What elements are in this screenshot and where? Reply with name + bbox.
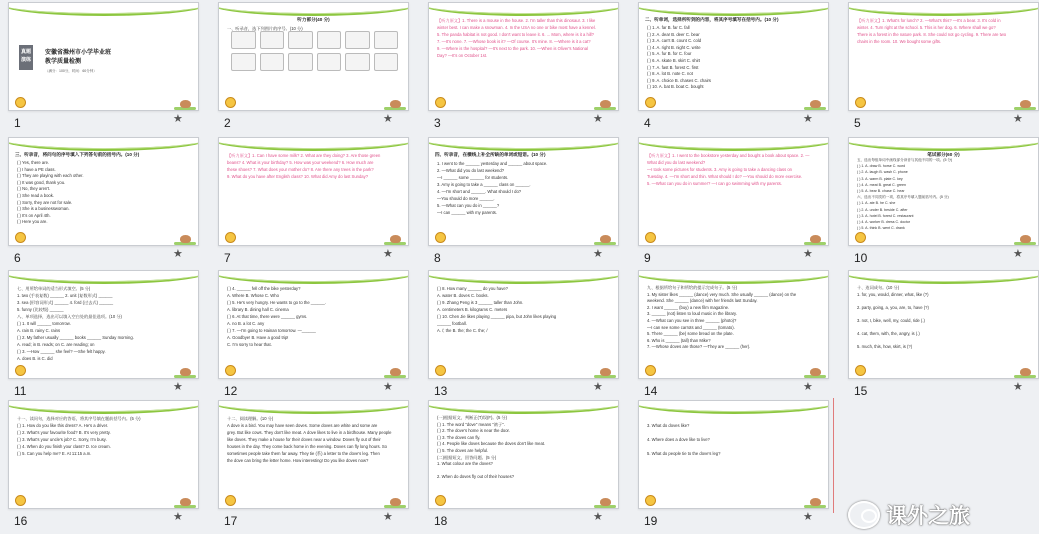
slide-number: 14 [644, 384, 658, 398]
slide-text-line: 3. not, I, bike, well, my, could, ride (.) [857, 317, 925, 323]
mascot-icon [645, 495, 656, 506]
animal-icon [1020, 235, 1031, 243]
slide-text-line: 7. —It's none. 7. —Whose book is it? —Of course. It's mine. 8. —Where is it a cat? [437, 39, 591, 44]
picture-options [231, 31, 398, 71]
slide-text-line: ( ) 2. A. dear B. deer C. bear [647, 31, 700, 37]
slide-text-line: ( ) 1. The word "dove" means "鸽子". [437, 421, 505, 427]
slide-text-line: ( ) 1. How do you like this dress? A. He's a driver. [17, 423, 109, 428]
slide-body [17, 285, 190, 362]
slide-thumbnail-10[interactable] [841, 136, 1039, 266]
slide-text-line: Day? —It's on October 1st. [437, 53, 488, 58]
slide-preview[interactable] [218, 400, 409, 509]
slide-number: 10 [854, 251, 868, 265]
slide-number: 5 [854, 116, 861, 130]
slide-text-line: ( ) She read a book. [17, 192, 55, 198]
slide-preview[interactable] [218, 2, 409, 111]
slide-thumbnail-17[interactable] [211, 399, 416, 529]
slide-text-line: 五、选出每组单词中画线部分读音与其他不同的一项。(5 分) [857, 158, 953, 162]
slide-number: 19 [644, 514, 658, 528]
slide-text-line [857, 311, 1030, 318]
slide-thumbnail-19[interactable] [631, 399, 836, 529]
picture-option-icon [374, 31, 399, 49]
slide-text-line: ( ) 1. It will ______ tomorrow. [17, 321, 71, 326]
slide-number: 4 [644, 116, 651, 130]
slide-text-line: sometimes people take them far away. They tie (系) a letter to the dove's leg. Then [227, 451, 380, 456]
slide-text-line: 4. Where does a dove like to live? [647, 437, 710, 442]
slide-text-line: these shoes? 7. What does your mother do? 8. Are there any trees in the park? [227, 167, 374, 172]
slide-text-line: 【听力原文】1. Can I have some milk? 2. What are they doing? 3. Are those green [227, 153, 381, 158]
mascot-icon [225, 365, 236, 376]
slide-text-line: ( ) 1. A. far B. far C. fall [647, 25, 690, 30]
slide-text-line: beans? 4. What is your birthday? 5. How was your weekend? 6. How much are [227, 160, 374, 165]
slide-thumbnail-2[interactable] [211, 1, 416, 131]
slide-text-line: ( ) 2. The dove's home is near the door. [437, 428, 510, 434]
slide-text-line: ( ) 3. —How ______ she feel? —She felt happy. [17, 349, 106, 354]
slide-text-line: ( ) 6. At that time, there were ______ gyms. [227, 314, 308, 319]
slide-number: 11 [14, 384, 27, 398]
picture-option-icon [345, 31, 370, 49]
slide-heading: 四、听录音，在横线上补全所缺的单词或短语。(10 分) [435, 152, 546, 157]
slide-text-line: ( ) 3. A. warm B. plate C. key [857, 176, 903, 181]
slide-text-line [437, 468, 610, 475]
slide-text-line: 【听力原文】1. I went to the bookstore yesterday and bought a book about space. 2. — [647, 153, 810, 158]
picture-option-icon [317, 53, 342, 71]
slide-preview[interactable] [638, 2, 829, 111]
slide-text-line: ( ) 3. The doves can fly. [437, 434, 481, 440]
slide-text-line: 5. much, this, how, skirt, is (?) [857, 344, 913, 350]
animal-icon [390, 368, 401, 376]
slide-text-line: ( ) 3. A. can't B. count C. cold [647, 38, 702, 44]
slide-text-line: 5. What do people tie to the dove's leg? [647, 451, 721, 456]
slide-text-line: like doves. They make a house for their doves near a window. Doves fly out of their [227, 437, 381, 442]
slide-number: 13 [434, 384, 448, 398]
slide-text-line: ( ) 1. A. ate B. he C. she [857, 201, 896, 206]
animal-icon [810, 235, 821, 243]
slide-text-line: 5. funny (比较级) ______ [17, 307, 64, 312]
slide-text-line: ( ) Sorry, they are not for sale. [17, 199, 73, 205]
slide-text-line: 7. —Whose doves are those? —They are ______ (her). [647, 344, 751, 350]
picture-option-icon [288, 53, 313, 71]
slide-text-line: 一、听录音，选下列图片的序号。(10 分) [227, 26, 303, 31]
slide-text-line: A dove is a bird. You may have seen doves. Some doves are white and some are [227, 423, 378, 428]
animation-star-icon[interactable]: ★ [173, 511, 183, 523]
slide-body [647, 152, 820, 187]
title-badge: 真题演练 [19, 45, 33, 70]
slide-text-line: ( ) It's on April 4th. [17, 212, 51, 218]
slide-body [437, 415, 610, 481]
animation-star-icon[interactable]: ★ [803, 248, 813, 260]
slide-number: 9 [644, 251, 651, 265]
slide-text-line: 十二、阅读理解。(10 分) [227, 416, 274, 421]
animation-star-icon[interactable]: ★ [803, 381, 813, 393]
slide-text-line: ( ) 7. A. fast B. forest C. first [647, 64, 699, 70]
mascot-icon [225, 232, 236, 243]
slide-text-line: A. water B. doves C. books. [437, 293, 489, 298]
slide-preview[interactable] [638, 400, 829, 509]
slide-text-line: ( ) Here you are. [17, 219, 48, 225]
slide-text-line: ( ) 7. —I'm going to Hainan tomorrow. —______ [227, 328, 316, 333]
slide-thumbnail-9[interactable] [631, 136, 836, 266]
slide-text-line: 6. Who is ______ (tall) than Mike? [647, 337, 711, 343]
slide-text-line: (二)根据短文，回答问题。(5 分) [437, 454, 497, 460]
slide-thumbnail-16[interactable] [1, 399, 206, 529]
slide-text-line: A. rain B. rainy C. rains [17, 328, 61, 333]
slide-text-line: A. library B. dining hall C. cinema [227, 307, 289, 312]
slide-text-line [647, 443, 820, 450]
animal-icon [810, 100, 821, 108]
slide-thumbnail-12[interactable] [211, 269, 416, 399]
animation-star-icon[interactable]: ★ [593, 381, 603, 393]
animal-icon [600, 100, 611, 108]
slide-text-line: weekend. She ______ (dance) with her friends last Sunday. [647, 298, 758, 304]
animal-icon [600, 498, 611, 506]
slide-text-line [857, 338, 1030, 345]
slide-text-line: 3. ______ (not) listen to loud music in the library. [647, 311, 738, 317]
mascot-icon [435, 97, 446, 108]
slide-text-line: A. Where B. Whose C. Who [227, 293, 279, 298]
animal-icon [1020, 100, 1031, 108]
slide-text-line: 六、选出不同类的一项，将其序号填入题前括号内。(5 分) [857, 195, 949, 200]
animal-icon [810, 498, 821, 506]
slide-text-line: ( ) 1. A. draw B. horse C. word [857, 164, 906, 169]
mascot-icon [225, 97, 236, 108]
mascot-icon [15, 97, 26, 108]
watermark-text: 课外之旅 [886, 505, 970, 528]
slide-text-line: ( ) 4. People like doves because the doves don't like meat. [437, 441, 546, 447]
slide-text-line: ( ) 2. A. under B. beside C. after [857, 207, 908, 212]
slide-text-line: 七、用所给单词的适当形式填空。(5 分) [17, 286, 91, 291]
slide-text-line: A. does B. is C. did [17, 356, 53, 361]
slide-text-line: ( ) 2. My father usually ______ books ______ Sunday morning. [17, 335, 134, 340]
picture-option-icon [231, 31, 256, 49]
slide-text-line: ( ) 6. A. skate B. skirt C. shirt [647, 57, 701, 63]
insertion-marker [833, 398, 834, 513]
slide-preview[interactable] [8, 270, 199, 379]
animation-star-icon[interactable]: ★ [383, 381, 393, 393]
slide-text-line: 十一、读问句，选择对应的答语，将其序号填在题前括号内。(5 分) [17, 416, 141, 421]
slide-text-line: ( ) 4. A. right B. night C. write [647, 44, 701, 50]
slide-text-line: 3. sea (形容词形式) ______ 4. ford (过去式) ______ [17, 300, 114, 305]
slide-text-line: 2. —What did you do last weekend? [437, 168, 505, 173]
slide-text-line: —I took some pictures for students. 3. Amy is going to take a dancing class on [647, 167, 793, 172]
slide-text-line: What did you do last weekend? [647, 160, 706, 165]
mascot-icon [645, 232, 656, 243]
mascot-icon [435, 495, 446, 506]
picture-option-icon [260, 53, 285, 71]
slide-text-line: (一)根据短文，判断正(T)误(F)。(5 分) [437, 415, 508, 420]
slide-preview[interactable] [218, 137, 409, 246]
slide-body [857, 285, 1030, 351]
animal-icon [180, 498, 191, 506]
slide-text-line [857, 298, 1030, 305]
slide-preview[interactable] [428, 270, 619, 379]
slide-text-line [857, 325, 1030, 332]
slide-text-line: 4. —What can you see in three ______ (photo)? [647, 317, 737, 323]
slide-text-line: There is a forest in the nature park. 8. She could not go cycling. 9. There are two [857, 32, 1007, 37]
slide-text-line: ( ) She is a businesswoman. [17, 206, 70, 212]
animal-icon [390, 100, 401, 108]
slide-heading: 二、听单词，选择所听到的内容，将其序号填写在括号内。(10 分) [645, 17, 779, 22]
mascot-icon [225, 495, 236, 506]
slide-text-line: ( ) 5. A. bear B. chase C. hear [857, 188, 905, 193]
animal-icon [600, 368, 611, 376]
slide-number: 6 [14, 251, 21, 265]
slide-body [857, 17, 1030, 45]
slide-text-line: A. /; the B. the; the C. the; / [437, 328, 488, 333]
slide-number: 3 [434, 116, 441, 130]
animation-star-icon[interactable]: ★ [1013, 381, 1023, 393]
mascot-icon [855, 232, 866, 243]
slide-text-line: ( ) 4. A. meat B. great C. green [857, 182, 906, 187]
slide-text-line: A. Goodbye! B. Have a good trip! [227, 335, 289, 340]
picture-option-icon [345, 53, 370, 71]
slide-text-line: 1. What colour are the doves? [437, 461, 493, 467]
slide-text-line: ( ) 2. What's your favourite food? B. It's very pretty. [17, 430, 111, 435]
slide-text-line: houses in the day. They come back home in the evening. Doves can fly long hours. So [227, 444, 387, 449]
slide-body [857, 157, 1030, 231]
mascot-icon [15, 495, 26, 506]
animal-icon [180, 368, 191, 376]
slide-text-line: ( ) 2. A. laugh B. wash C. phone [857, 170, 908, 175]
slide-body [437, 285, 610, 334]
slide-text-line: ( ) 8. How many ______ do you have? [437, 286, 508, 291]
slide-text-line: 1. for, you, would, dinner, what, like (?) [857, 291, 929, 297]
picture-option-icon [288, 31, 313, 49]
slide-title-line: 教学质量检测 [45, 59, 82, 65]
slide-text-line: 1. I went to the ______ yesterday and ______ about space. [437, 161, 548, 166]
slide-body [227, 415, 400, 464]
animal-icon [1020, 368, 1031, 376]
slide-text-line: 八、单项选择，选出可以填入空白处的最佳选项。(10 分) [17, 314, 122, 319]
slide-text-line: ( ) 5. The doves are helpful. [437, 447, 489, 453]
mascot-icon [435, 365, 446, 376]
slide-preview[interactable] [638, 270, 829, 379]
animal-icon [810, 368, 821, 376]
mascot-icon [15, 365, 26, 376]
animation-star-icon[interactable]: ★ [173, 381, 183, 393]
slide-text-line: —I ______ some ______ for students. [437, 175, 509, 180]
slide-text-line: ( ) It was good, thank you. [17, 179, 66, 185]
slide-body [437, 17, 610, 59]
slide-text-line: 5. —What can you do in summer? —I can go swimming with my parents. [647, 181, 782, 186]
animation-star-icon[interactable]: ★ [593, 248, 603, 260]
slide-thumbnail-7[interactable] [211, 136, 416, 266]
slide-text-line: winter. 4. Turn right at the school. 5. This is her dog. 6. Where shall we go? [857, 25, 996, 30]
slide-text-line: 1. two (手表复数) ______ 2. unit (复数形式) ______ [17, 293, 113, 298]
slide-text-line: ( ) 9. A. choice B. chases C. chairs [647, 77, 712, 83]
slide-preview[interactable] [848, 137, 1039, 246]
slide-text-line [647, 415, 820, 422]
slide-thumbnail-3[interactable] [421, 1, 626, 131]
slide-text-line: the dove can bring the letter home. How interesting! Do you like doves now? [227, 458, 369, 463]
slide-text-line: ( ) 10. Chen Jie likes playing ______ pipa, but John likes playing [437, 314, 557, 319]
slide-thumbnail-6[interactable] [1, 136, 206, 266]
picture-option-icon [317, 31, 342, 49]
slide-preview[interactable] [8, 2, 199, 111]
slide-text-line: ( ) 5. He's very hungry. He wants to go to the ______. [227, 300, 326, 305]
animation-star-icon[interactable]: ★ [803, 511, 813, 523]
slide-text-line: Tuesday. 4. —I'm short and thin. What should I do? —You should do more exercise. [647, 174, 803, 179]
slide-text-line: C. I'm sorry to hear that. [227, 342, 272, 347]
slide-text-line: 5. The panda habitat is not good. I don't want to leave it. 6. ... Mom, where is it a hill? [437, 32, 594, 37]
slide-text-line: 1. My sister likes ______ (dance) very much. She usually ______ (dance) on the [647, 291, 797, 297]
slide-text-line: ( ) They are playing with each other. [17, 173, 84, 179]
slide-body [227, 285, 400, 348]
slide-text-line [647, 429, 820, 436]
slide-text-line: ( ) I have a PE class. [17, 166, 56, 172]
picture-option-icon [260, 31, 285, 49]
slide-thumbnail-15[interactable] [841, 269, 1039, 399]
animal-icon [390, 235, 401, 243]
slide-text-line: ( ) Yes, there are. [17, 160, 50, 165]
slide-thumbnail-11[interactable] [1, 269, 206, 399]
mascot-icon [15, 232, 26, 243]
slide-number: 18 [434, 514, 448, 528]
animal-icon [390, 498, 401, 506]
slide-heading: 听力部分(40 分) [297, 17, 330, 22]
slide-number: 12 [224, 384, 238, 398]
slide-text-line: chairs in the room. 10. We bought some gifts. [857, 39, 942, 44]
slide-text-line: 9. What do you have after English class? 10. What did Amy do last Sunday? [227, 174, 369, 179]
slide-preview[interactable] [8, 400, 199, 509]
slide-text-line: ( ) 3. A. hotel B. forest C. restaurant [857, 213, 914, 218]
mascot-icon [645, 97, 656, 108]
slide-text-line: —You should do more ______. [437, 196, 495, 201]
animal-icon [600, 235, 611, 243]
slide-thumbnail-14[interactable] [631, 269, 836, 399]
picture-option-icon [374, 53, 399, 71]
slide-number: 8 [434, 251, 441, 265]
slide-text-line: ( ) 10. A. bat B. boat C. bought [647, 84, 704, 90]
wechat-icon [848, 501, 880, 529]
slide-text-line: 3. Amy is going to take a ______ class on ______. [437, 182, 531, 187]
animal-icon [180, 235, 191, 243]
slide-thumbnail-18[interactable] [421, 399, 626, 529]
animation-star-icon[interactable]: ★ [593, 113, 603, 125]
slide-text-line: A. no B. a lot C. any [227, 321, 265, 326]
slide-number: 16 [14, 514, 28, 528]
slide-body [17, 160, 190, 226]
slide-text-line: 4. —I'm short and ______. What should I do? [437, 189, 522, 194]
animation-star-icon[interactable]: ★ [173, 248, 183, 260]
watermark [848, 500, 970, 530]
slide-text-line: 2. I want ______ (buy) a new film magazine. [647, 304, 730, 310]
slide-text-line: ( ) 4. A. worker B. dress C. doctor [857, 219, 911, 224]
slide-text-line: 【听力原文】1. What's for lunch? 2. —What's this? —It's a bear. 3. It's cold in [857, 18, 1001, 23]
slide-text-line: ______ football. [437, 321, 467, 326]
animation-star-icon[interactable]: ★ [173, 113, 183, 125]
slide-text-line: ( ) 8. A. lot B. note C. not [647, 71, 693, 77]
animation-star-icon[interactable]: ★ [383, 113, 393, 125]
mascot-icon [645, 365, 656, 376]
slide-text-line: 2. When do doves fly out of their houses? [437, 474, 515, 480]
slide-number: 1 [14, 116, 21, 130]
slide-thumbnail-1[interactable] [1, 1, 206, 131]
animation-star-icon[interactable]: ★ [383, 248, 393, 260]
slide-text-line: A. centimeters B. kilograms C. meters [437, 307, 508, 312]
slide-text-line: winter best. I can make a snowman. 4. In the USA no one or bike most have a kennel. [437, 25, 596, 30]
slide-number: 7 [224, 251, 231, 265]
slide-title-line: 安徽省滁州市小学毕业班 [45, 50, 112, 56]
slide-text-line: ( ) 4. ______ fell off the bike yesterday? [227, 286, 301, 291]
slide-preview[interactable] [8, 137, 199, 246]
slide-text-line: 九、根据所给句子和所给的提示完成句子。(5 分) [647, 285, 738, 290]
slide-body [17, 415, 190, 457]
slide-thumbnail-5[interactable] [841, 1, 1039, 131]
animation-star-icon[interactable]: ★ [383, 511, 393, 523]
slide-title [45, 49, 111, 67]
slide-body [647, 415, 820, 457]
slide-number: 15 [854, 384, 868, 398]
animation-star-icon[interactable]: ★ [1013, 248, 1023, 260]
slide-preview[interactable] [428, 137, 619, 246]
slide-text-line: 十、连词成句。(10 分) [857, 285, 900, 290]
slide-text-line: grey. But like cows. They don't like meat. A dove likes to live in a birdhouse. Many people [227, 430, 392, 435]
slide-thumbnail-13[interactable] [421, 269, 626, 399]
animation-star-icon[interactable]: ★ [1013, 113, 1023, 125]
slide-number: 17 [224, 514, 238, 528]
slide-body [437, 160, 610, 216]
slide-text-line: ( ) No, they aren't. [17, 186, 51, 192]
slide-text-line: 3. What do doves like? [647, 423, 690, 428]
slide-preview[interactable] [428, 2, 619, 111]
slide-body [647, 25, 820, 91]
slide-text-line: 4. cat, them, with, the, angry, is (.) [857, 331, 920, 337]
slide-heading: 三、听录音，将问句的序号填入下列答句前的括号内。(10 分) [15, 152, 140, 157]
slide-text-line: ( ) 5. Can you help me? E. At 11:15 a.m. [17, 451, 92, 456]
slide-preview[interactable] [428, 400, 619, 509]
slide-heading: 笔试部分(60 分) [927, 152, 960, 157]
slide-text-line: ( ) 3. What's your uncle's job? C. Sorry, I'm busy. [17, 437, 107, 442]
slide-text-line: A. read; in B. reads; on C. are reading; on [17, 342, 95, 347]
slide-number: 2 [224, 116, 231, 130]
mascot-icon [435, 232, 446, 243]
slide-text-line: 5. There ______ (be) some bread on the plate. [647, 331, 734, 337]
slide-text-line: 2. party, going, a, you, are, to, have (?) [857, 304, 929, 310]
animation-star-icon[interactable]: ★ [593, 511, 603, 523]
slide-text-line: 5. —What can you do in ______? [437, 203, 500, 208]
slide-body [647, 285, 820, 351]
slide-body [227, 152, 400, 180]
slide-thumbnail-8[interactable] [421, 136, 626, 266]
mascot-icon [855, 97, 866, 108]
animal-icon [180, 100, 191, 108]
slide-text-line: ( ) 9. Zhang Peng is 3 ______ taller than John. [437, 300, 524, 305]
slide-text-line: —I can see some carrots and ______ (tomato). [647, 324, 735, 330]
slide-text-line: 9. —Where is the hospital? —It's next to the park. 10. —When is Oliver's National [437, 46, 589, 51]
slide-text-line: —I can ______ with my parents. [437, 210, 498, 215]
slide-text-line: ( ) 4. When do you finish your class? D. Ice cream. [17, 444, 111, 449]
slide-text-line: ( ) 5. A. fur B. for C. four [647, 51, 692, 57]
slide-preview[interactable] [848, 2, 1039, 111]
slide-thumbnail-4[interactable] [631, 1, 836, 131]
mascot-icon [855, 365, 866, 376]
slide-preview[interactable] [638, 137, 829, 246]
picture-option-icon [231, 53, 256, 71]
slide-text-line: 【听力原文】1. There is a mouse in the house. 2. I'm taller than this dinosaur. 3. I like [437, 18, 596, 23]
animation-star-icon[interactable]: ★ [803, 113, 813, 125]
slide-preview[interactable] [218, 270, 409, 379]
slide-text-line: ( ) 5. A. think B. went C. drank [857, 226, 905, 231]
slide-preview[interactable] [848, 270, 1039, 379]
slide-subtitle: （满分：100分，时间：60分钟） [45, 69, 97, 73]
